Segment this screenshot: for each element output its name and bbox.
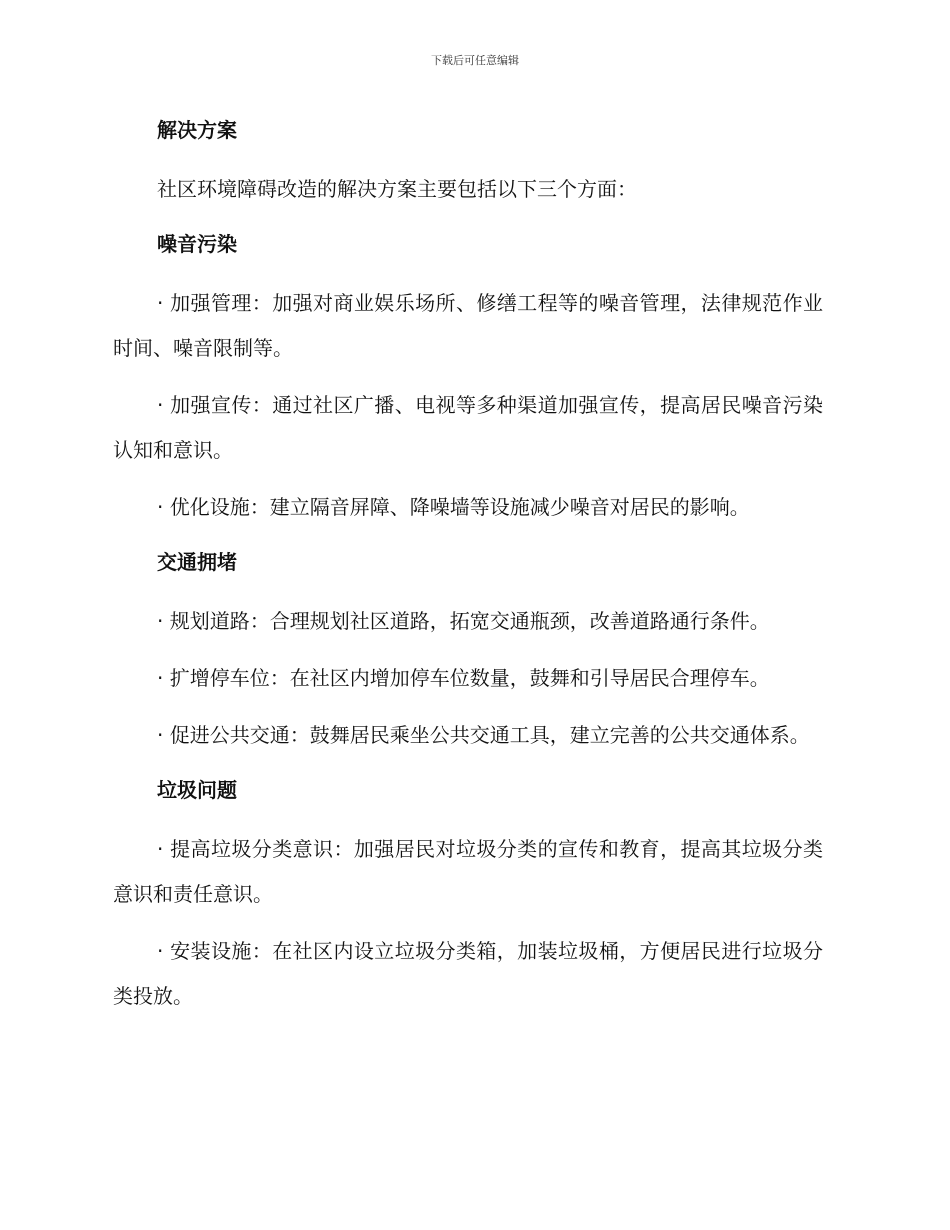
bullet-paragraph-garbage-facilities: · 安装设施：在社区内设立垃圾分类箱，加装垃圾桶，方便居民进行垃圾分类投放。 xyxy=(113,939,823,1008)
section-heading-traffic: 交通拥堵 xyxy=(157,550,237,574)
bullet-paragraph-traffic-parking: · 扩增停车位：在社区内增加停车位数量，鼓舞和引导居民合理停车。 xyxy=(157,666,770,690)
bullet-paragraph-traffic-roads: · 规划道路：合理规划社区道路，拓宽交通瓶颈，改善道路通行条件。 xyxy=(157,609,770,633)
section-heading-solution: 解决方案 xyxy=(157,118,237,142)
intro-paragraph: 社区环境障碍改造的解决方案主要包括以下三个方面： xyxy=(157,177,637,201)
bullet-paragraph-noise-facilities: · 优化设施：建立隔音屏障、降噪墙等设施减少噪音对居民的影响。 xyxy=(157,495,750,519)
section-heading-garbage: 垃圾问题 xyxy=(157,778,237,802)
document-body xyxy=(113,110,823,1019)
bullet-paragraph-noise-publicity: · 加强宣传：通过社区广播、电视等多种渠道加强宣传，提高居民噪音污染认知和意识。 xyxy=(113,393,823,462)
bullet-paragraph-traffic-public-transit: · 促进公共交通：鼓舞居民乘坐公共交通工具，建立完善的公共交通体系。 xyxy=(157,723,810,747)
page-header-note: 下载后可任意编辑 xyxy=(431,54,519,67)
bullet-paragraph-noise-management: · 加强管理：加强对商业娱乐场所、修缮工程等的噪音管理，法律规范作业时间、噪音限制等。 xyxy=(113,291,823,360)
section-heading-noise: 噪音污染 xyxy=(157,232,237,256)
bullet-paragraph-garbage-awareness: · 提高垃圾分类意识：加强居民对垃圾分类的宣传和教育，提高其垃圾分类意识和责任意识。 xyxy=(113,837,823,906)
